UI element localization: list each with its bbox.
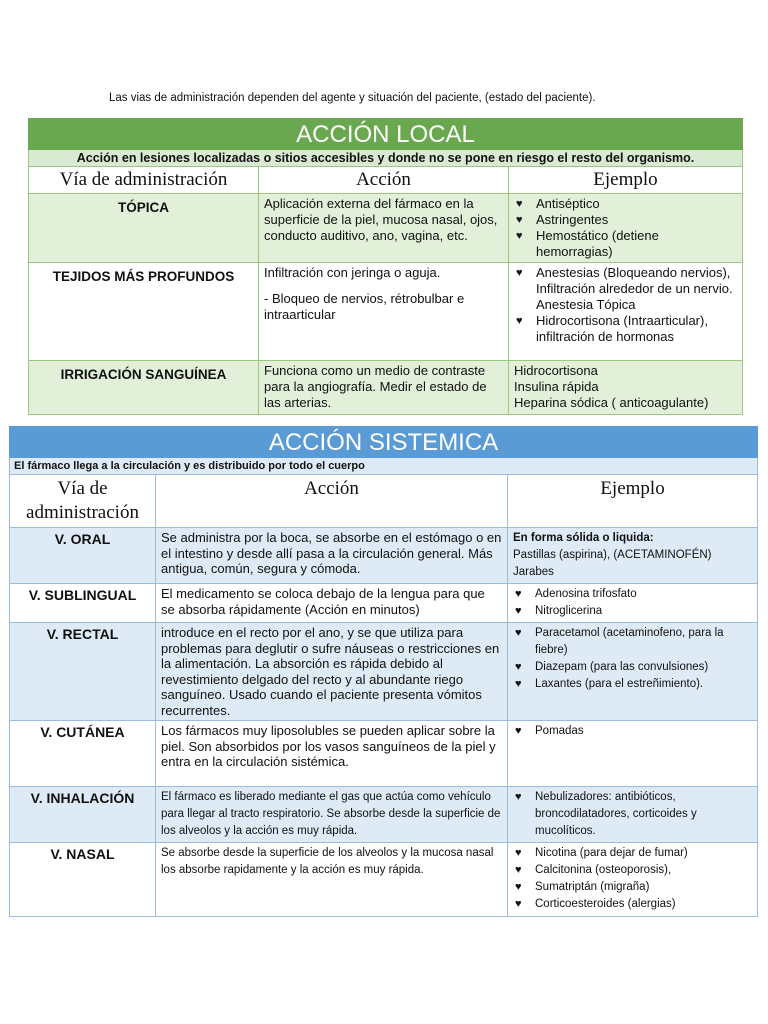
heart-bullet-icon: ♥ — [515, 605, 522, 617]
table-row — [10, 787, 758, 843]
ejemplo-cell: En forma sólida o liquida: Pastillas (aspirina), (ACETAMINOFÉN) Jarabes — [508, 528, 758, 584]
accion-cell: Funciona como un medio de contraste para la angiografía. Medir el estado de las arterias. — [259, 361, 509, 415]
list-item: ♥ Paracetamol (acetaminofeno, para la fiebre) — [515, 627, 724, 656]
systemic-action-table — [9, 426, 758, 917]
ejemplo-cell — [508, 843, 758, 917]
list-item: ♥ Hemostático (detiene hemorragias) — [516, 228, 659, 259]
heart-bullet-icon: ♥ — [515, 725, 522, 737]
heart-bullet-icon: ♥ — [515, 588, 522, 600]
local-title: ACCIÓN LOCAL — [29, 119, 743, 150]
intro-text: Las vias de administración dependen del agente y situación del paciente, (estado del paciente). — [109, 92, 596, 104]
via-cell: TÓPICA — [29, 194, 259, 263]
table-row — [10, 843, 758, 917]
list-item: ♥ Laxantes (para el estreñimiento). — [513, 676, 752, 693]
via-cell: V. ORAL — [10, 528, 156, 584]
heart-bullet-icon: ♥ — [515, 661, 522, 673]
accion-cell: Aplicación externa del fármaco en la superficie de la piel, mucosa nasal, ojos, conducto auditivo, ano, vagina, etc. — [259, 194, 509, 263]
table-row — [10, 623, 758, 721]
table-row — [10, 584, 758, 623]
via-cell: V. CUTÁNEA — [10, 721, 156, 787]
accion-cell: Los fármacos muy liposolubles se pueden aplicar sobre la piel. Son absorbidos por los vasos sanguíneos de la piel y entra en la circulación sistémica. — [156, 721, 508, 787]
systemic-header-row — [10, 475, 758, 528]
via-cell: V. RECTAL — [10, 623, 156, 721]
accion-cell: Se administra por la boca, se absorbe en el estómago o en el intestino y desde allí pasa a la circulación general. Más antigua, común, segura y cómoda. — [156, 528, 508, 584]
heart-bullet-icon: ♥ — [516, 198, 523, 210]
list-item: ♥ Anestesias (Bloqueando nervios), Infiltración alrededor de un nervio. Anestesia Tópica — [516, 265, 733, 312]
list-item: ♥ Antiséptico — [516, 196, 600, 211]
list-item: ♥ Nebulizadores: antibióticos, broncodilatadores, corticoides y mucolíticos. — [515, 791, 697, 837]
via-cell: V. INHALACIÓN — [10, 787, 156, 843]
heart-bullet-icon: ♥ — [515, 847, 522, 859]
systemic-header-ejemplo: Ejemplo — [508, 475, 758, 528]
systemic-header-accion: Acción — [156, 475, 508, 528]
heart-bullet-icon: ♥ — [515, 627, 522, 639]
accion-cell: El fármaco es liberado mediante el gas que actúa como vehículo para llegar al tracto respiratorio. Se absorbe desde la superficie de los alveolos y la acción es muy rápida. — [156, 787, 508, 843]
local-header-accion: Acción — [259, 167, 509, 194]
accion-cell: Infiltración con jeringa o aguja. - Bloqueo de nervios, rétrobulbar e intraarticular — [259, 263, 509, 361]
heart-bullet-icon: ♥ — [515, 881, 522, 893]
list-item: ♥ Diazepam (para las convulsiones) — [513, 659, 752, 676]
ejemplo-cell — [508, 787, 758, 843]
heart-bullet-icon: ♥ — [516, 315, 523, 327]
ejemplo-cell: Hidrocortisona Insulina rápida Heparina sódica ( anticoagulante) — [509, 361, 743, 415]
local-header-row — [29, 167, 743, 194]
via-cell: IRRIGACIÓN SANGUÍNEA — [29, 361, 259, 415]
heart-bullet-icon: ♥ — [516, 267, 523, 279]
local-header-ejemplo: Ejemplo — [509, 167, 743, 194]
ejemplo-cell — [508, 721, 758, 787]
accion-cell: Se absorbe desde la superficie de los alveolos y la mucosa nasal los absorbe rapidamente y la acción es muy rápida. — [156, 843, 508, 917]
list-item: ♥ Corticoesteroides (alergias) — [513, 896, 752, 913]
list-item: ♥ Nicotina (para dejar de fumar) — [513, 845, 752, 862]
list-item: ♥ Hidrocortisona (Intraarticular), infiltración de hormonas — [516, 313, 708, 344]
ejemplo-cell — [508, 623, 758, 721]
list-item: ♥ Astringentes — [516, 212, 609, 227]
list-item: ♥ Nitroglicerina — [513, 603, 752, 620]
local-subtitle: Acción en lesiones localizadas o sitios accesibles y donde no se pone en riesgo el resto del organismo. — [29, 150, 743, 167]
systemic-title: ACCIÓN SISTEMICA — [10, 427, 758, 458]
heart-bullet-icon: ♥ — [515, 898, 522, 910]
heart-bullet-icon: ♥ — [515, 791, 522, 803]
local-header-via: Vía de administración — [29, 167, 259, 194]
list-item: ♥ Calcitonina (osteoporosis), — [513, 862, 752, 879]
local-action-table — [28, 118, 743, 415]
heart-bullet-icon: ♥ — [516, 214, 523, 226]
table-row — [29, 194, 743, 263]
systemic-subtitle: El fármaco llega a la circulación y es distribuido por todo el cuerpo — [10, 458, 758, 475]
table-row — [10, 528, 758, 584]
systemic-header-via: Vía de administración — [10, 475, 156, 528]
via-cell: V. NASAL — [10, 843, 156, 917]
table-row — [10, 721, 758, 787]
table-row — [29, 361, 743, 415]
via-cell: V. SUBLINGUAL — [10, 584, 156, 623]
ejemplo-cell — [509, 194, 743, 263]
list-item: ♥ Adenosina trifosfato — [513, 586, 752, 603]
table-row — [29, 263, 743, 361]
list-item: ♥ Sumatriptán (migraña) — [513, 879, 752, 896]
heart-bullet-icon: ♥ — [516, 230, 523, 242]
accion-cell: introduce en el recto por el ano, y se que utiliza para problemas para deglutir o sufre náuseas o restricciones en la alimentación. La absorción es rápida debido al revestimiento delgado del recto y al abundante riego sanguíneo. Usado cuando el paciente presenta vómitos recurrentes. — [156, 623, 508, 721]
via-cell: TEJIDOS MÁS PROFUNDOS — [29, 263, 259, 361]
ejemplo-cell — [508, 584, 758, 623]
heart-bullet-icon: ♥ — [515, 678, 522, 690]
list-item: ♥ Pomadas — [513, 723, 752, 740]
heart-bullet-icon: ♥ — [515, 864, 522, 876]
accion-cell: El medicamento se coloca debajo de la lengua para que se absorba rápidamente (Acción en minutos) — [156, 584, 508, 623]
ejemplo-cell — [509, 263, 743, 361]
